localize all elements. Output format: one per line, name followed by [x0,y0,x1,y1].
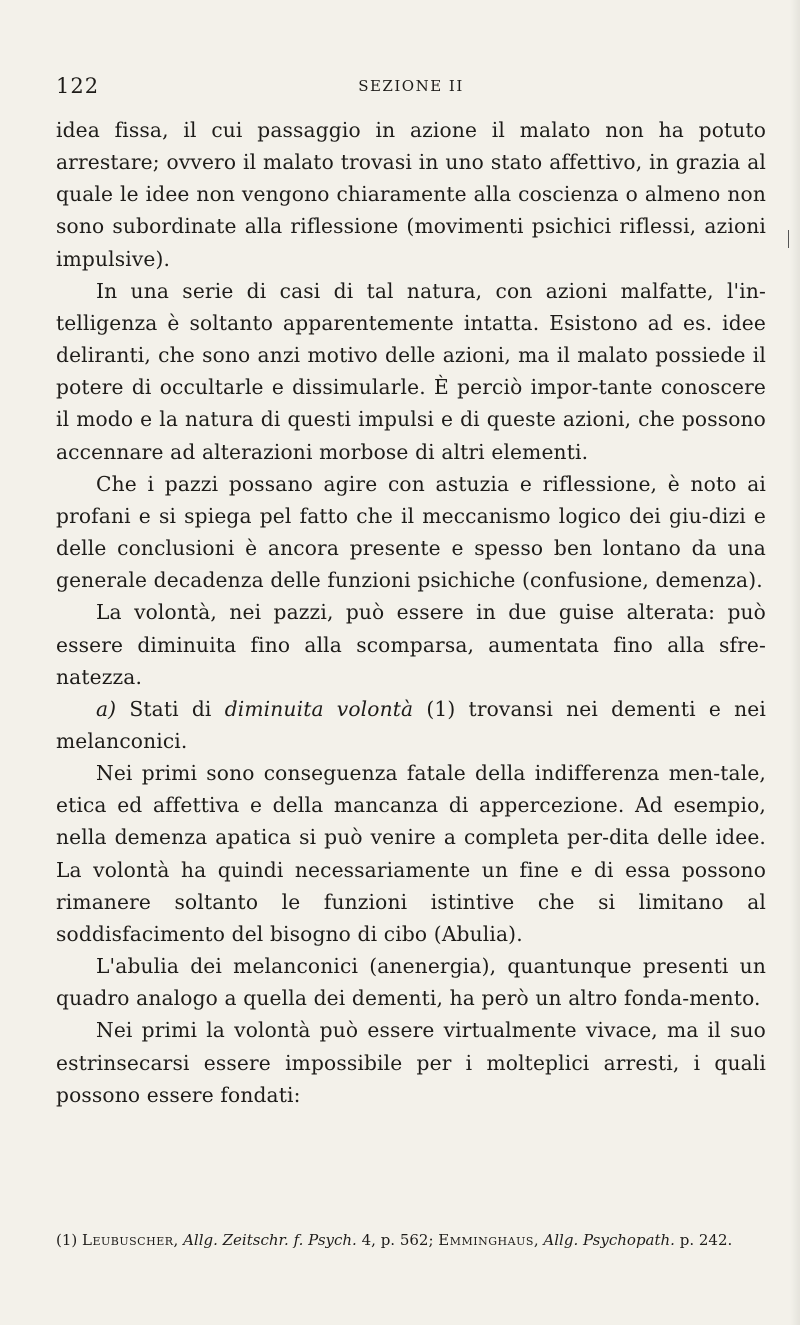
section-a-term: diminuita volontà [224,696,414,721]
section-a-rest: (1) trovansi nei dementi e nei melanconici. [56,696,766,753]
section-a-paragraph [56,693,766,757]
footnote-ref: p. 242. [679,1231,733,1249]
paragraph: L'abulia dei melanconici (anenergia), quantunque presenti un quadro analogo a quella dei dementi, ha però un altro fonda-mento. [56,954,766,1011]
footnote-ref: 4, p. 562; [361,1231,434,1249]
page-edge-shadow [790,0,800,1325]
footnote-title: Allg. Psychopath. [543,1231,675,1249]
footnote-marker: (1) [56,1231,78,1249]
paragraph: Nei primi la volontà può essere virtualmente vivace, ma il suo estrinsecarsi essere impossibile per i molteplici arresti, i quali possono essere fondati: [56,1018,766,1107]
footnote: (1) Leubuscher, Allg. Zeitschr. f. Psych. 4, p. 562; Emminghaus, Allg. Psychopath. p. 242. [56,1231,733,1249]
paragraph: idea fissa, il cui passaggio in azione il malato non ha potuto arrestare; ovvero il malato trovasi in uno stato affettivo, in grazia al quale le idee non vengono chiaramente alla coscienza o almeno non sono subordinate alla riflessione (movimenti psichici riflessi, azioni impulsive). [56,118,766,271]
body-text [56,114,766,1111]
running-head: SEZIONE II [358,77,464,95]
page-header [56,74,766,104]
footnote-author: Leubuscher [82,1231,174,1249]
page-number: 122 [56,74,100,98]
paragraph: Che i pazzi possano agire con astuzia e riflessione, è noto ai profani e si spiega pel fatto che il meccanismo logico dei giu-dizi e delle conclusioni è ancora presente e spesso ben lontano da una generale decadenza delle funzioni psichiche (confusione, demenza). [56,471,766,593]
margin-mark [788,230,789,248]
footnote-author: Emminghaus [438,1231,534,1249]
footnote-title: Allg. Zeitschr. f. Psych. [183,1231,357,1249]
paragraph: In una serie di casi di tal natura, con azioni malfatte, l'in-telligenza è soltanto apparentemente intatta. Esistono ad es. idee deliranti, che sono anzi motivo delle azioni, ma il malato possiede il potere di occultarle e dissimularle. È perciò impor-tante conoscere il modo e la natura di questi impulsi e di queste azioni, che possono accennare ad alterazioni morbose di altri elementi. [56,278,766,464]
section-a-lead: Stati di [129,696,212,721]
paragraph: Nei primi sono conseguenza fatale della indifferenza men-tale, etica ed affettiva e della mancanza di appercezione. Ad esempio, nella demenza apatica si può venire a completa per-dita delle idee. La volontà ha quindi necessariamente un fine e di essa possono rimanere soltanto le funzioni istintive che si limitano al soddisfacimento del bisogno di cibo (Abulia). [56,761,766,946]
paragraph: La volontà, nei pazzi, può essere in due guise alterata: può essere diminuita fino alla scomparsa, aumentata fino alla sfre-natezza. [56,600,766,689]
section-a-label: a) [96,696,117,721]
